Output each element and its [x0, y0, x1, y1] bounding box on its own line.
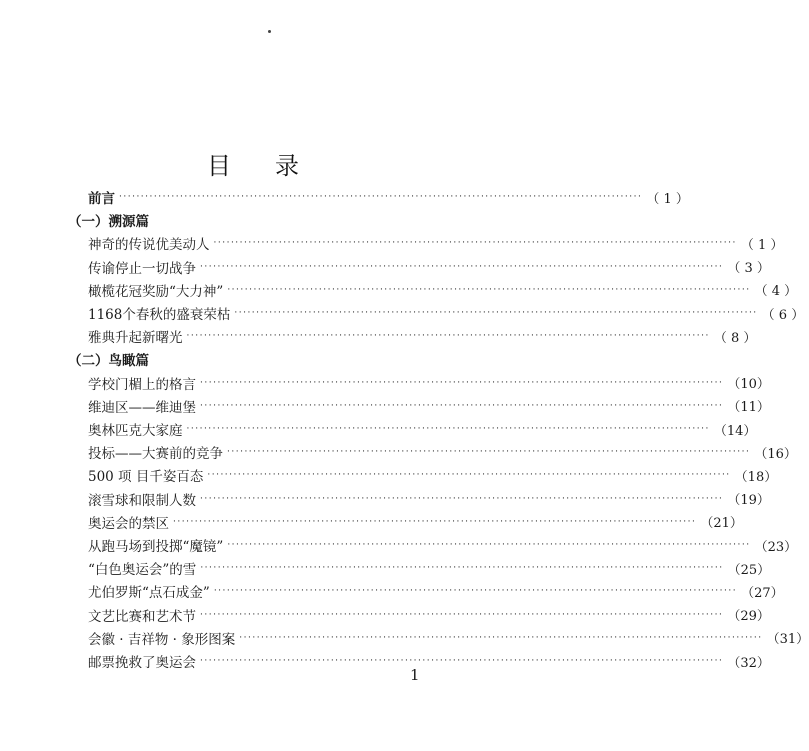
- section-heading: [68, 209, 149, 231]
- toc-entry: [88, 534, 798, 556]
- leader-dots: ························································································································: [207, 470, 731, 481]
- page-title: [0, 146, 506, 181]
- toc-entry-title: 从跑马场到投掷“魔镜”: [88, 539, 224, 555]
- toc-entry: [88, 650, 770, 672]
- toc-entry-title: 维迪区——维迪堡: [88, 399, 196, 416]
- toc-entry-page: （ 3 ）: [727, 261, 770, 277]
- toc-entry-title: 橄榄花冠奖励“大力神”: [88, 283, 224, 300]
- toc-entry-page: （14）: [713, 423, 757, 439]
- leader-dots: ························································································································: [227, 284, 751, 295]
- leader-dots: ························································································································: [213, 586, 738, 597]
- toc-entry-title: 神奇的传说优美动人: [88, 237, 210, 254]
- toc-entry-title: 投标——大赛前的竞争: [88, 446, 223, 463]
- leader-dots: ························································································································: [227, 447, 751, 458]
- toc-entry: [88, 488, 770, 510]
- leader-dots: ························································································································: [227, 540, 751, 550]
- toc-entry-title: 会徽 · 吉祥物 · 象形图案: [88, 631, 236, 648]
- leader-dots: ························································································································: [186, 424, 710, 434]
- toc-entry: [88, 395, 770, 417]
- toc-entry-page: （19）: [727, 493, 770, 509]
- toc-entry-title: 滚雪球和限制人数: [88, 492, 196, 509]
- toc-entry-title: 传谕停止一切战争: [88, 260, 196, 277]
- toc-entry-page: （ 6 ）: [761, 307, 805, 323]
- leader-dots: ························································································································: [173, 516, 697, 527]
- toc-entry-page: （27）: [741, 585, 784, 601]
- leader-dots: ························································································································: [200, 563, 724, 574]
- leader-dots: ························································································································: [213, 238, 737, 249]
- section-heading: [68, 348, 149, 370]
- toc-entry-title: 500 项 目千姿百态: [88, 469, 204, 486]
- toc-entry: [88, 627, 809, 649]
- leader-dots: ························································································································: [186, 331, 710, 342]
- toc-entry-page: （23）: [754, 539, 798, 555]
- print-speck: [268, 30, 271, 33]
- toc-entry: [88, 325, 757, 347]
- toc-entry: [88, 418, 757, 440]
- toc-entry-title: 前言: [88, 191, 115, 207]
- toc-entry-title: 尤伯罗斯“点石成金”: [88, 585, 210, 602]
- toc-entry-title: 1168个春秋的盛衰荣枯: [88, 307, 231, 323]
- toc-entry: [88, 580, 784, 602]
- section-heading-label: （一）溯源篇: [68, 214, 149, 231]
- toc-entry: [88, 279, 798, 301]
- toc-entry: [88, 302, 805, 324]
- page-number: 1: [410, 666, 420, 684]
- toc-entry-page: （32）: [727, 655, 770, 671]
- toc-entry: [88, 441, 797, 463]
- leader-dots: ························································································································: [234, 308, 758, 318]
- leader-dots: ························································································································: [200, 400, 724, 411]
- toc-entry-page: （ 1 ）: [646, 191, 689, 207]
- leader-dots: ························································································································: [200, 656, 724, 666]
- toc-entry: [88, 256, 770, 278]
- toc-entry: [88, 186, 689, 208]
- toc-entry-title: 雅典升起新曙光: [88, 330, 183, 347]
- title-char-2: 录: [275, 152, 299, 180]
- toc-entry-page: （29）: [727, 609, 770, 625]
- toc-entry-title: 文艺比赛和艺术节: [88, 608, 196, 625]
- toc-entry: [88, 557, 771, 579]
- toc-entry-page: （31）: [766, 632, 809, 648]
- toc-entry-title: 奥运会的禁区: [88, 515, 169, 532]
- leader-dots: ························································································································: [200, 609, 724, 620]
- toc-entry-title: 奥林匹克大家庭: [88, 423, 183, 439]
- leader-dots: ························································································································: [200, 377, 724, 388]
- toc-entry-page: （ 8 ）: [713, 330, 757, 346]
- toc-entry-page: （25）: [727, 562, 771, 578]
- toc-entry-page: （10）: [727, 377, 770, 393]
- leader-dots: ························································································································: [239, 632, 763, 643]
- toc-entry-page: （ 1 ）: [740, 237, 784, 253]
- toc-entry-page: （11）: [727, 400, 770, 416]
- toc-entry-title: “白色奥运会”的雪: [88, 562, 197, 579]
- toc-entry: [88, 511, 743, 533]
- section-heading-label: （二）鸟瞰篇: [68, 353, 149, 370]
- toc-entry: [88, 464, 778, 486]
- toc-entry-page: （18）: [734, 469, 778, 485]
- title-char-1: 目: [207, 152, 231, 180]
- leader-dots: ························································································································: [200, 493, 724, 504]
- leader-dots: ························································································································: [119, 192, 643, 202]
- toc-entry-page: （21）: [700, 516, 743, 532]
- toc-entry-page: （16）: [754, 446, 797, 462]
- leader-dots: ························································································································: [200, 261, 724, 272]
- toc-entry-page: （ 4 ）: [754, 284, 798, 300]
- toc-entry-title: 学校门楣上的格言: [88, 376, 196, 393]
- toc-entry: [88, 372, 770, 394]
- toc-entry: [88, 232, 784, 254]
- toc-entry: [88, 604, 770, 626]
- toc-entry-title: 邮票挽救了奥运会: [88, 655, 196, 671]
